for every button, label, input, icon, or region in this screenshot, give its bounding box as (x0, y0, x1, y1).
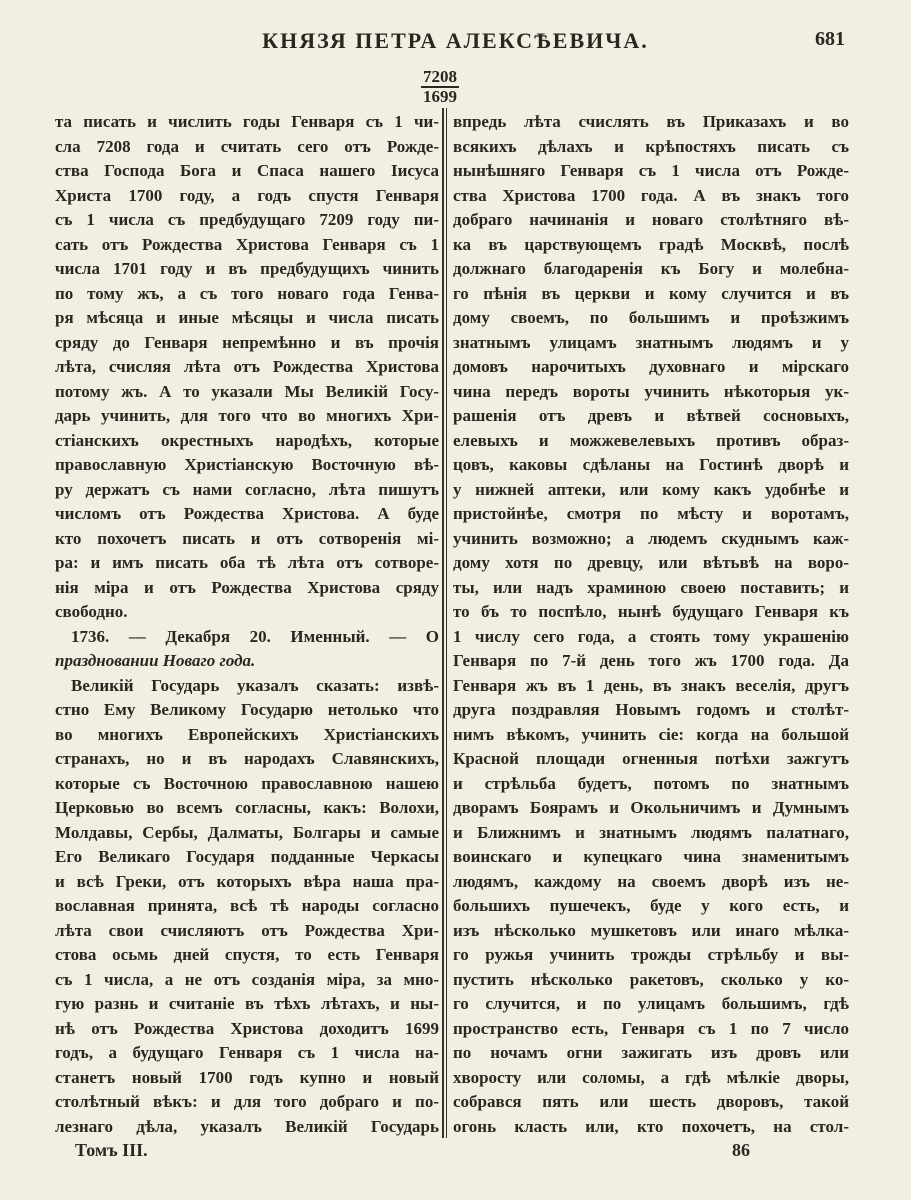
text-line: Христа 1700 году, а годъ спустя Генваря (55, 185, 439, 205)
column-divider-rule (442, 108, 447, 1138)
text-line: сать отъ Рождества Христова Генваря съ 1 (55, 234, 439, 254)
text-line: учинить возможно; а людемъ скуднымъ каж- (453, 528, 849, 548)
text-line: странахъ, но и въ народахъ Славянскихъ, (55, 749, 439, 768)
text-line: цовъ, каковы сдѣланы на Гостинѣ дворѣ и (453, 455, 849, 474)
text-line: всякихъ дѣлахъ и крѣпостяхъ писать съ (453, 136, 849, 156)
text-line: лезнаго дѣла, указалъ Великій Государь (55, 1116, 439, 1136)
text-line: сряду до Генваря непремѣнно и въ прочія (55, 332, 439, 352)
text-line: изъ нѣсколько мушкетовъ или инаго мѣлка- (453, 920, 849, 940)
text-line: Генваря жъ въ 1 день, въ знакъ веселія, другъ (453, 675, 849, 695)
text-line: ка въ царствующемъ градѣ Москвѣ, послѣ (453, 234, 849, 254)
text-line: дарь учинить, для того что во многихъ Хри- (55, 406, 439, 425)
text-line: дому хотя по древцу, или вѣтьвѣ на воро- (453, 553, 849, 572)
text-line: лѣта свои счисляютъ отъ Рождества Хри- (55, 920, 439, 940)
right-text-column (453, 110, 849, 1139)
text-line: свободно. (55, 602, 128, 621)
text-line: пристойнѣе, смотря по мѣсту и воротамъ, (453, 504, 849, 523)
text-line: го случится, и по улицамъ большимъ, гдѣ (453, 994, 849, 1013)
text-line: стно Ему Великому Государю нетолько что (55, 700, 439, 719)
text-line: Красной площади огненныя потѣхи зажгутъ (453, 749, 849, 768)
text-line: ра: и имъ писать оба тѣ лѣта отъ сотворе- (55, 553, 439, 572)
text-line: впредь лѣта счислять въ Приказахъ и во (453, 112, 849, 131)
text-line: и стрѣльба будетъ, потомъ по знатнымъ (453, 773, 849, 793)
text-line: и Ближнимъ и знатнымъ людямъ палатнаго, (453, 822, 849, 842)
text-line: числомъ отъ Рождества Христова. А буде (55, 504, 439, 523)
text-line: ства Господа Бога и Спаса нашего Іисуса (55, 161, 439, 180)
text-line: которые съ Восточною православною нашею (55, 773, 439, 793)
text-line: людямъ, каждому на своемъ дворѣ изъ не- (453, 871, 849, 891)
text-line: гую разнь и считаніе въ тѣхъ лѣтахъ, и ны- (55, 994, 439, 1013)
left-text-column (55, 110, 439, 1139)
text-line: елевыхъ и можжевелевыхъ противъ образ- (453, 430, 849, 450)
text-line: сла 7208 года и считать сего отъ Рожде- (55, 136, 439, 156)
text-line: Великій Государь указалъ сказать: извѣ- (71, 675, 439, 695)
text-line: Молдавы, Сербы, Далматы, Болгары и самые (55, 822, 439, 842)
text-line: вославная принята, всѣ тѣ народы согласно (55, 896, 439, 915)
text-line: добраго начинанія и новаго столѣтняго вѣ- (453, 210, 849, 229)
text-line: православную Христіанскую Восточную вѣ- (55, 455, 439, 474)
footer-volume-label: Томъ III. (75, 1140, 148, 1160)
text-line: нѣ отъ Рождества Христова доходитъ 1699 (55, 1018, 439, 1038)
text-line: 1 числу сего года, а стоять тому украшенію (453, 626, 849, 646)
text-line: по ночамъ огни зажигать изъ дровъ или (453, 1043, 849, 1062)
text-line: 1736. — Декабря 20. Именный. — О (71, 626, 439, 646)
text-line: Генваря по 7-й день того жъ 1700 года. Да (453, 651, 849, 670)
text-line: столѣтный вѣкъ: и для того добраго и по- (55, 1092, 439, 1111)
footer-signature-mark: 86 (732, 1140, 750, 1160)
running-head-title: КНЯЗЯ ПЕТРА АЛЕКСѢЕВИЧА. (262, 28, 649, 53)
year-marker (400, 68, 480, 106)
text-line: и всѣ Греки, отъ которыхъ вѣра наша пра- (55, 871, 439, 891)
text-line: ру держатъ съ нами согласно, лѣта пишутъ (55, 479, 439, 499)
text-line: лѣта, счисляя лѣта отъ Рождества Христова (55, 357, 439, 376)
text-line: должнаго благодаренія къ Богу и молебна- (453, 259, 849, 278)
text-line: го ружья учинить трожды стрѣльбу и вы- (453, 945, 849, 964)
text-line: чина передъ вороты учинить нѣкоторыя ук- (453, 381, 849, 401)
text-line: огонь класть или, кто похочетъ, на стол- (453, 1116, 849, 1136)
text-line: домовъ нарочитыхъ духовнаго и мірскаго (453, 357, 849, 376)
text-line: ства Христова 1700 года. А въ знакъ того (453, 185, 849, 205)
text-line: нимъ вѣкомъ, учинить сіе: когда на большой (453, 724, 849, 744)
text-line: пространство есть, Генваря съ 1 по 7 число (453, 1018, 849, 1038)
text-line: го пѣнія въ церкви и кому случится и въ (453, 283, 849, 303)
text-line: то бъ то поспѣло, нынѣ будущаго Генваря къ (453, 602, 849, 621)
page-number: 681 (815, 28, 845, 50)
text-line: станетъ новый 1700 годъ купно и новый (55, 1067, 439, 1087)
text-line: рашенія отъ древъ и вѣтвей сосновыхъ, (453, 406, 849, 425)
text-line: Его Великаго Государя подданные Черкасы (55, 847, 439, 866)
text-line: по тому жъ, а съ того новаго года Генва- (55, 283, 439, 303)
text-line: друга поздравляя Новымъ годомъ и столѣт- (453, 700, 849, 719)
text-line: пустить нѣсколько ракетовъ, сколько у ко- (453, 969, 849, 989)
text-line: хворосту или соломы, а гдѣ мѣлкіе дворы, (453, 1067, 849, 1087)
text-line: ря мѣсяца и иные мѣсяцы и числа писать (55, 308, 439, 327)
text-line: стова осьмь дней спустя, то есть Генваря (55, 945, 439, 964)
text-line: во многихъ Европейскихъ Христіанскихъ (55, 724, 439, 744)
text-line: съ 1 числа, а не отъ созданія міра, за мно- (55, 969, 439, 989)
text-line: годъ, а будущаго Генваря съ 1 числа на- (55, 1043, 439, 1062)
text-line: стіанскихъ окрестныхъ народѣхъ, которые (55, 430, 439, 450)
text-line: ты, или надъ храминою своею поставить; и (453, 577, 849, 597)
text-line: числа 1701 году и въ предбудущихъ чинить (55, 259, 439, 278)
text-line: воинскаго и купецкаго чина знаменитымъ (453, 847, 849, 866)
text-line: дворамъ Боярамъ и Окольничимъ и Думнымъ (453, 798, 849, 817)
text-line: потому жъ. А то указали Мы Великій Госу- (55, 381, 439, 401)
text-line: большихъ пушечекъ, буде у кого есть, и (453, 896, 849, 915)
year-anno-domini: 1699 (423, 87, 457, 106)
text-line: кто похочетъ писать и отъ сотворенія мі- (55, 528, 439, 548)
text-line: знатнымъ улицамъ знатнымъ людямъ и у (453, 332, 849, 352)
text-line: съ 1 числа съ предбудущаго 7209 году пи- (55, 210, 439, 229)
text-line: собрався пять или шесть дворовъ, такой (453, 1092, 849, 1111)
text-line: дому своемъ, по большимъ и проѣзжимъ (453, 308, 849, 327)
text-line: та писать и числить годы Генваря съ 1 чи- (55, 112, 439, 131)
text-line: у нижней аптеки, или кому какъ удобнѣе и (453, 479, 849, 499)
text-line: нынѣшняго Генваря съ 1 числа отъ Рожде- (453, 161, 849, 180)
text-line: праздновании Новаго года. (55, 651, 256, 670)
text-line: нія міра и отъ Рождества Христова сряду (55, 577, 439, 597)
year-anno-mundi: 7208 (423, 67, 457, 86)
text-line: Церковью во всемъ согласны, какъ: Волохи, (55, 798, 439, 817)
